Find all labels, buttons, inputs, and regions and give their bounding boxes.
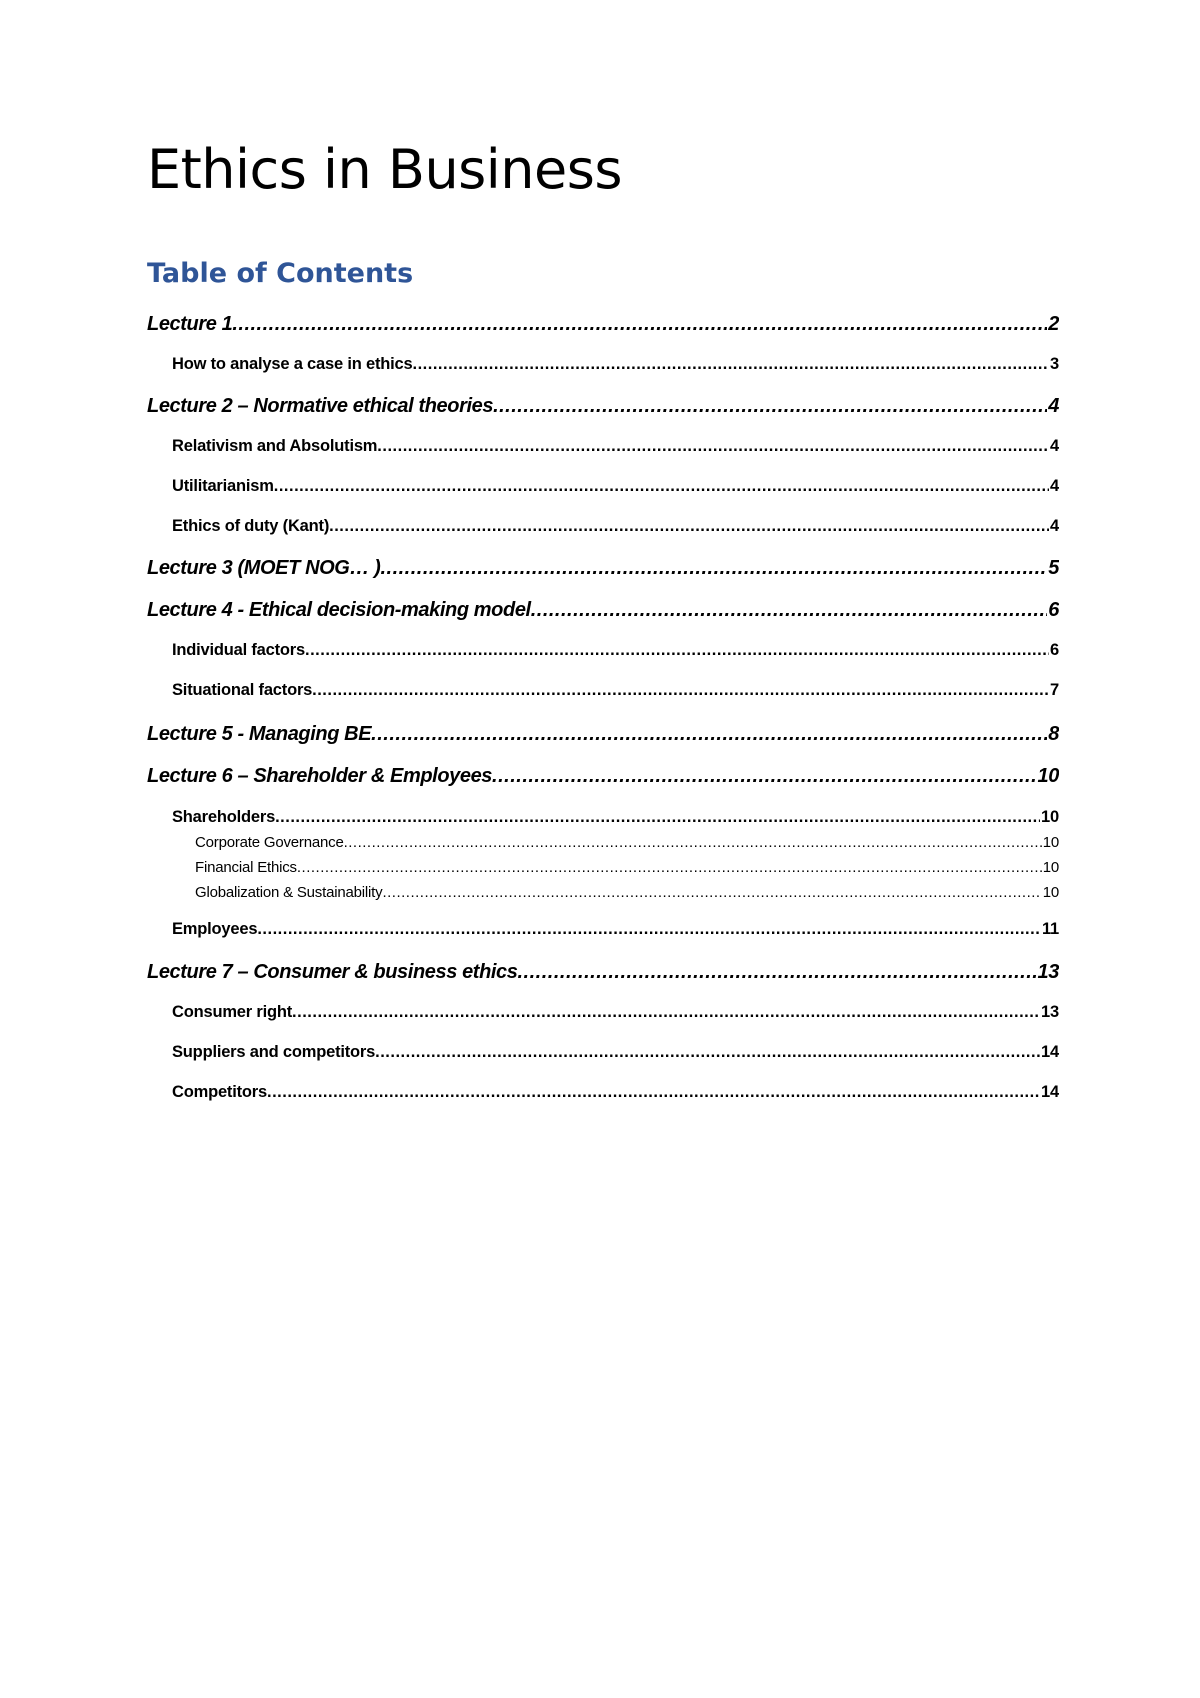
toc-entry-label: Suppliers and competitors	[172, 1043, 376, 1061]
toc-page-number: 11	[1041, 920, 1059, 938]
toc-dot-leader	[312, 681, 1049, 700]
toc-entry-label: Lecture 5 - Managing BE	[147, 723, 372, 745]
toc-dot-leader	[344, 834, 1042, 851]
toc-entry-label: Individual factors	[172, 641, 306, 659]
toc-dot-leader	[492, 765, 1037, 788]
toc-dot-leader	[267, 1083, 1040, 1102]
toc-page-number: 8	[1048, 723, 1059, 745]
toc-page-number: 10	[1041, 808, 1059, 826]
toc-entry[interactable]	[172, 641, 1059, 660]
toc-dot-leader	[380, 557, 1047, 580]
toc-entry-label: Lecture 2 – Normative ethical theories	[147, 395, 494, 417]
toc-dot-leader	[517, 961, 1036, 984]
toc-entry-label: How to analyse a case in ethics	[172, 355, 413, 373]
toc-dot-leader	[371, 723, 1047, 746]
toc-entry[interactable]	[195, 859, 1059, 876]
toc-page-number: 6	[1050, 641, 1059, 659]
toc-entry-label: Ethics of duty (Kant)	[172, 517, 330, 535]
toc-entry[interactable]	[172, 355, 1059, 374]
toc-entry-label: Corporate Governance	[195, 834, 344, 851]
toc-page-number: 13	[1037, 961, 1059, 983]
toc-entry-label: Employees	[172, 920, 258, 938]
toc-entry[interactable]	[172, 437, 1059, 456]
toc-page-number: 10	[1037, 765, 1059, 787]
toc-entry[interactable]	[147, 765, 1059, 788]
toc-entry[interactable]	[147, 599, 1059, 622]
toc-entry-label: Competitors	[172, 1083, 267, 1101]
toc-page-number: 10	[1042, 884, 1059, 901]
toc-page-number: 7	[1050, 681, 1059, 699]
toc-entry-label: Lecture 6 – Shareholder & Employees	[147, 765, 493, 787]
toc-heading: Table of Contents	[147, 258, 414, 289]
toc-page-number: 3	[1050, 355, 1059, 373]
toc-dot-leader	[531, 599, 1048, 622]
toc-dot-leader	[274, 477, 1049, 496]
toc-entry[interactable]	[172, 477, 1059, 496]
toc-page-number: 2	[1048, 313, 1059, 335]
toc-dot-leader	[413, 355, 1050, 374]
document-title: Ethics in Business	[147, 138, 623, 201]
toc-page-number: 13	[1041, 1003, 1059, 1021]
toc-entry[interactable]	[147, 557, 1059, 580]
toc-entry-label: Financial Ethics	[195, 859, 297, 876]
toc-entry-label: Lecture 7 – Consumer & business ethics	[147, 961, 518, 983]
toc-entry-label: Lecture 3 (MOET NOG… )	[147, 557, 381, 579]
toc-entry[interactable]	[172, 1003, 1059, 1022]
toc-entry-label: Globalization & Sustainability	[195, 884, 383, 901]
toc-page-number: 10	[1042, 859, 1059, 876]
toc-entry-label: Relativism and Absolutism	[172, 437, 378, 455]
toc-entry[interactable]	[147, 961, 1059, 984]
toc-entry[interactable]	[172, 1043, 1059, 1062]
toc-entry-label: Situational factors	[172, 681, 313, 699]
toc-page-number: 10	[1042, 834, 1059, 851]
toc-dot-leader	[292, 1003, 1040, 1022]
toc-dot-leader	[493, 395, 1047, 418]
toc-entry[interactable]	[147, 313, 1059, 336]
toc-entry-label: Lecture 4 - Ethical decision-making model	[147, 599, 531, 621]
toc-entry[interactable]	[172, 808, 1059, 827]
toc-entry[interactable]	[172, 517, 1059, 536]
toc-dot-leader	[375, 1043, 1040, 1062]
toc-dot-leader	[257, 920, 1041, 939]
toc-page-number: 4	[1050, 437, 1059, 455]
toc-entry-label: Shareholders	[172, 808, 276, 826]
toc-page-number: 4	[1048, 395, 1059, 417]
toc-dot-leader	[329, 517, 1049, 536]
toc-page-number: 14	[1041, 1083, 1059, 1101]
toc-entry[interactable]	[195, 884, 1059, 901]
toc-page-number: 4	[1050, 517, 1059, 535]
toc-page-number: 5	[1048, 557, 1059, 579]
toc-entry-label: Consumer right	[172, 1003, 293, 1021]
toc-dot-leader	[305, 641, 1049, 660]
toc-dot-leader	[275, 808, 1040, 827]
toc-entry[interactable]	[147, 395, 1059, 418]
toc-entry[interactable]	[147, 723, 1059, 746]
toc-dot-leader	[297, 859, 1042, 876]
toc-dot-leader	[382, 884, 1041, 901]
toc-entry[interactable]	[172, 1083, 1059, 1102]
toc-page-number: 14	[1041, 1043, 1059, 1061]
toc-entry[interactable]	[172, 920, 1059, 939]
toc-dot-leader	[232, 313, 1047, 336]
toc-page-number: 6	[1048, 599, 1059, 621]
toc-entry[interactable]	[172, 681, 1059, 700]
toc-page-number: 4	[1050, 477, 1059, 495]
toc-dot-leader	[377, 437, 1049, 456]
toc-entry[interactable]	[195, 834, 1059, 851]
toc-entry-label: Lecture 1	[147, 313, 233, 335]
toc-entry-label: Utilitarianism	[172, 477, 274, 495]
